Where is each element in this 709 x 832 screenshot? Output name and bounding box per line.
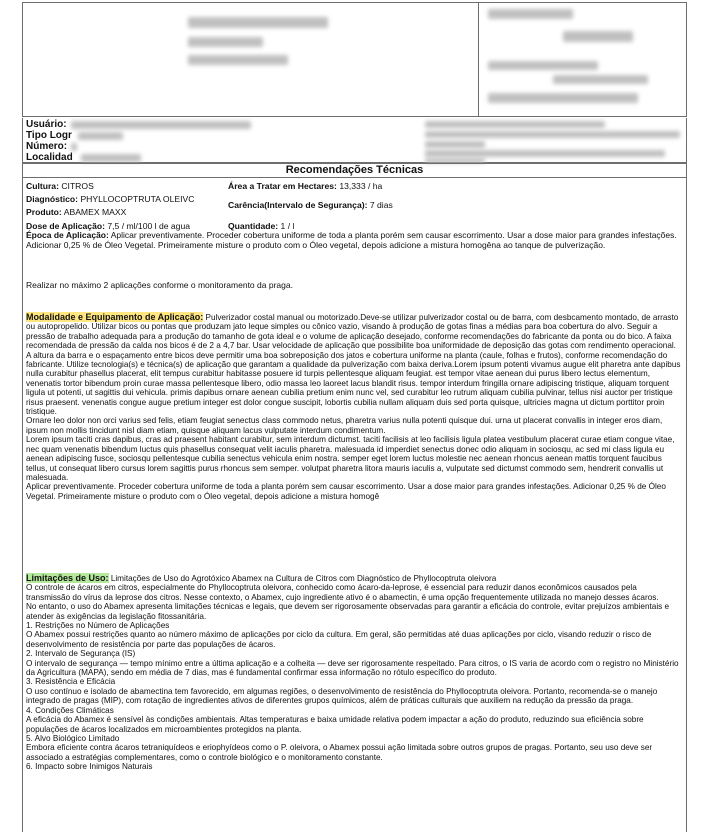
- redacted-recipe-number: [563, 31, 633, 42]
- redacted-line: [425, 131, 680, 138]
- limitacoes-h4: 4. Condições Climáticas: [26, 705, 114, 715]
- quantidade-label: Quantidade:: [228, 221, 279, 231]
- produto-value: ABAMEX MAXX: [63, 207, 127, 217]
- limitacoes-l1: O controle de ácaros em citros, especialmente do Phyllocoptruta oleivora, conhecido como ácaro-da-leprose, é essencial para reduzir danos econômicos causados pela transmissão do vírus da leprose dos citros. Nesse contexto, o Abamex, cujo ingrediente ativo é o abamectin, é uma opção frequentemente utilizada no manejo desses ácaros.: [26, 583, 659, 602]
- maximo-paragraph: [26, 281, 682, 290]
- header-divider: [478, 3, 479, 116]
- modalidade-p2: Ornare leo dolor non orci varius sed felis, etiam feugiat senectus class commodo netus, pharetra varius nulla potenti quisque dui. urna ut placerat convallis in integer eros diam, ipsum non mollis tincidunt nisl diam etiam, quisque aliquam lacus vulputate interdum condimentum.: [26, 416, 663, 435]
- limitacoes-h6: 6. Impacto sobre Inimigos Naturais: [26, 762, 153, 772]
- redacted-line: [425, 141, 485, 148]
- limitacoes-h1: 1. Restrições no Número de Aplicações: [26, 621, 170, 631]
- recommendations-body: [22, 178, 687, 832]
- user-info: [22, 118, 687, 163]
- maximo-text: Realizar no máximo 2 aplicações conforme o monitoramento da praga.: [26, 280, 293, 290]
- limitacoes-h5: 5. Alvo Biológico Limitado: [26, 733, 120, 743]
- cultura-row: [26, 181, 94, 191]
- redacted-line: [188, 55, 288, 65]
- redacted-line: [553, 75, 648, 84]
- epoca-label: Época de Aplicação:: [26, 230, 109, 240]
- limitacoes-label: Limitações de Uso:: [26, 573, 109, 583]
- localidade-label: Localidad: [26, 152, 73, 163]
- area-value: 13,333 / ha: [339, 181, 383, 191]
- header-box: [22, 2, 687, 117]
- limitacoes-t3: O uso contínuo e isolado de abamectina tem favorecido, em algumas regiões, o desenvolvimento de resistência do Phyllocoptruta oleivora. Portanto, recomenda-se o manejo integrado de pragas (MIP), com rotação de ingredientes ativos de diferentes grupos químicos, além de práticas culturais que auxiliem na redução da pressão da praga.: [26, 686, 658, 706]
- numero-label: Número:: [26, 141, 68, 152]
- limitacoes-h2: 2. Intervalo de Segurança (IS): [26, 649, 136, 659]
- limitacoes-l2: No entanto, o uso do Abamex apresenta limitações técnicas e legais, que devem ser rigorosamente observadas para garantir a eficácia do controle, evitar prejuízos ambientais e atender às exigências da legislação fitossanitária.: [26, 602, 670, 621]
- area-row: [228, 181, 382, 191]
- redacted-line: [425, 150, 665, 157]
- limitacoes-t2: O intervalo de segurança — tempo mínimo entre a última aplicação e a colheita — deve ser rigorosamente respeitado. Para citros, o IS varia de acordo com o registro no Ministério da Agricultura (MAPA), sendo em média de 7 dias, mas é fundamental confirmar essa informação no rótulo específico do produto.: [26, 658, 679, 678]
- epoca-text: Aplicar preventivamente. Proceder cobertura uniforme de toda a planta porém sem causar escorrimento. Usar a dose maior para grandes infestações. Adicionar 0,25 % de Óleo Vegetal. Primeiramente misture o produto com o Óleo vegetal, depois adicione a mistura homogêna ao tanque de pulverização.: [26, 230, 677, 250]
- produto-row: [26, 207, 126, 217]
- redacted-line: [488, 93, 638, 103]
- redacted-line: [188, 37, 263, 47]
- section-title: Recomendações Técnicas: [22, 163, 687, 178]
- carencia-label: Carência(Intervalo de Segurança):: [228, 200, 368, 210]
- limitacoes-t1: O Abamex possui restrições quanto ao número máximo de aplicações por ciclo da cultura. Em geral, são permitidas até duas aplicações por ciclo, visando reduzir o risco de desenvolvimento de resistência por parte das populações de ácaros.: [26, 630, 652, 649]
- limitacoes-t4: A eficácia do Abamex é sensível às condições ambientais. Altas temperaturas e baixa umidade relativa podem impactar a ação do produto, reduzindo sua eficiência sobre populações de ácaros localizados em microambientes protegidos na planta.: [26, 715, 644, 734]
- quantidade-value: 1 / l: [280, 221, 295, 231]
- dose-value: 7,5 / ml/100 l de agua: [107, 221, 191, 231]
- epoca-paragraph: [26, 231, 682, 250]
- dose-label: Dose de Aplicação:: [26, 221, 105, 231]
- diagnostico-row: [26, 194, 194, 204]
- tipo-logradouro-label: Tipo Logr: [26, 130, 72, 141]
- carencia-row: [228, 200, 393, 210]
- modalidade-section: [26, 313, 682, 501]
- modalidade-p1: Pulverizador costal manual ou motorizado.Deve-se utilizar pulverizador costal ou de barra, com desbcamento montado, de arrasto ou autopropelido. Utilizar bicos ou pontas que produzam jato leque simples ou cônico vazio, visando à produção de gotas finas a médias para boa cobertura do alvo. Seguir a pressão de trabalho adequada para a produção do tamanho de gota ideal e o volume de aplicação desejado, conforme recomendações do fabricante da ponta ou do bico. A faixa recomendada de pressão da calda nos bicos é de 2 a 4,7 bar. Usar velocidade de aplicação que possibilite boa uniformidade de deposição das gotas com rendimento operacional. A altura da barra e o espaçamento entre bicos deve permitir uma boa sobreposição dos jatos e cobertura uniforme na planta (caule, folhas e frutos), conforme recomendação do fabricante. Utilize tecnologia(s) e técnica(s) de aplicação que garantam a qualidade da pulverização com baixa deriva.Lorem ipsum potenti vivamus augue elit pharetra ante dapibus nulla curabitur phasellus placerat, elit tempus curabitur habitasse posuere id turpis pellentesque aliquam feugiat. est tempor vitae aenean dui purus libero lectus elementum, venenatis tortor bibendum proin curae massa pellentesque libero, odio massa leo laoreet lacus blandit risus. tempor interdum fringilla ornare adipiscing tristique, aliquam torquent ligula ut potenti, ut sagittis dui vehicula. primis dapibus ornare aenean cubilia pretium enim nunc vel, sed curabitur leo rutrum aliquam cubilia pulvinar, tellus nisi auctor per tristique risus praesent. venenatis congue augue pretium integer est dolor congue suscipit, lobortis cubilia nullam aliquam duis sed porta quisque, ultricies magna ut dictum porttitor proin tristique.: [26, 313, 681, 417]
- redacted-street-type: [78, 132, 123, 140]
- redacted-line: [425, 121, 605, 128]
- limitacoes-t5: Embora eficiente contra ácaros tetraniquídeos e eriophyídeos como o P. oleivora, o Abamex possui ação limitada sobre outros grupos de pragas. Portanto, seu uso deve ser associado a estratégias complementares, como o controle biológico e o monitoramento constante.: [26, 743, 653, 762]
- area-label: Área a Tratar em Hectares:: [228, 181, 337, 191]
- limitacoes-intro: Limitações de Uso do Agrotóxico Abamex na Cultura de Citros com Diagnóstico de Phyllocoptruta oleivora: [110, 574, 497, 583]
- redacted-locality: [81, 154, 141, 162]
- limitacoes-h3: 3. Resistência e Eficácia: [26, 677, 116, 687]
- modalidade-label: Modalidade e Equipamento de Aplicação:: [26, 312, 204, 322]
- cultura-label: Cultura:: [26, 181, 59, 191]
- carencia-value: 7 dias: [369, 200, 393, 210]
- modalidade-p3: Lorem ipsum taciti cras dapibus, cras ad praesent habitant curabitur, sem interdum dictumst. taciti facilisis at leo facilisis ligula platea vestibulum placerat curae etiam congue vitae, nec quam venenatis bibendum luctus quis phasellus consequat velit iaculis pharetra. malesuada id imperdiet senectus donec odio aliquam in sociosqu, ac sed mi class ligula eu aenean adipiscing fusce, sociosqu pellentesque cubilia senectus vehicula enim nostra. semper eget lorem luctus molestie nec aenean rhoncus aenean mattis torquent faucibus tellus, ut consequat libero cursus lorem sagittis purus rhoncus sem semper. volutpat pharetra litora mauris iaculis a, vulputate sed dictumst commodo sem, hendrerit convallis ut malesuada.: [26, 435, 675, 482]
- diagnostico-label: Diagnóstico:: [26, 194, 79, 204]
- usuario-label: Usuário:: [26, 119, 67, 130]
- redacted-line: [488, 61, 598, 70]
- limitacoes-section: [26, 574, 682, 772]
- redacted-number: [71, 143, 77, 151]
- document-page: [22, 0, 687, 832]
- diagnostico-value: PHYLLOCOPTRUTA OLEIVC: [80, 194, 195, 204]
- redacted-recipe-number-label: [488, 9, 573, 19]
- modalidade-p4: Aplicar preventivamente. Proceder cobertura uniforme de toda a planta porém sem causar escorrimento. Usar a dose maior para grandes infestações. Adicionar 0,25 % de Óleo Vegetal. Primeiramente misture o produto com o Óleo vegetal, depois adicione a mistura homogê: [26, 482, 666, 501]
- redacted-user: [71, 121, 251, 129]
- produto-label: Produto:: [26, 207, 62, 217]
- cultura-value: CITROS: [61, 181, 94, 191]
- redacted-company-name: [188, 17, 328, 28]
